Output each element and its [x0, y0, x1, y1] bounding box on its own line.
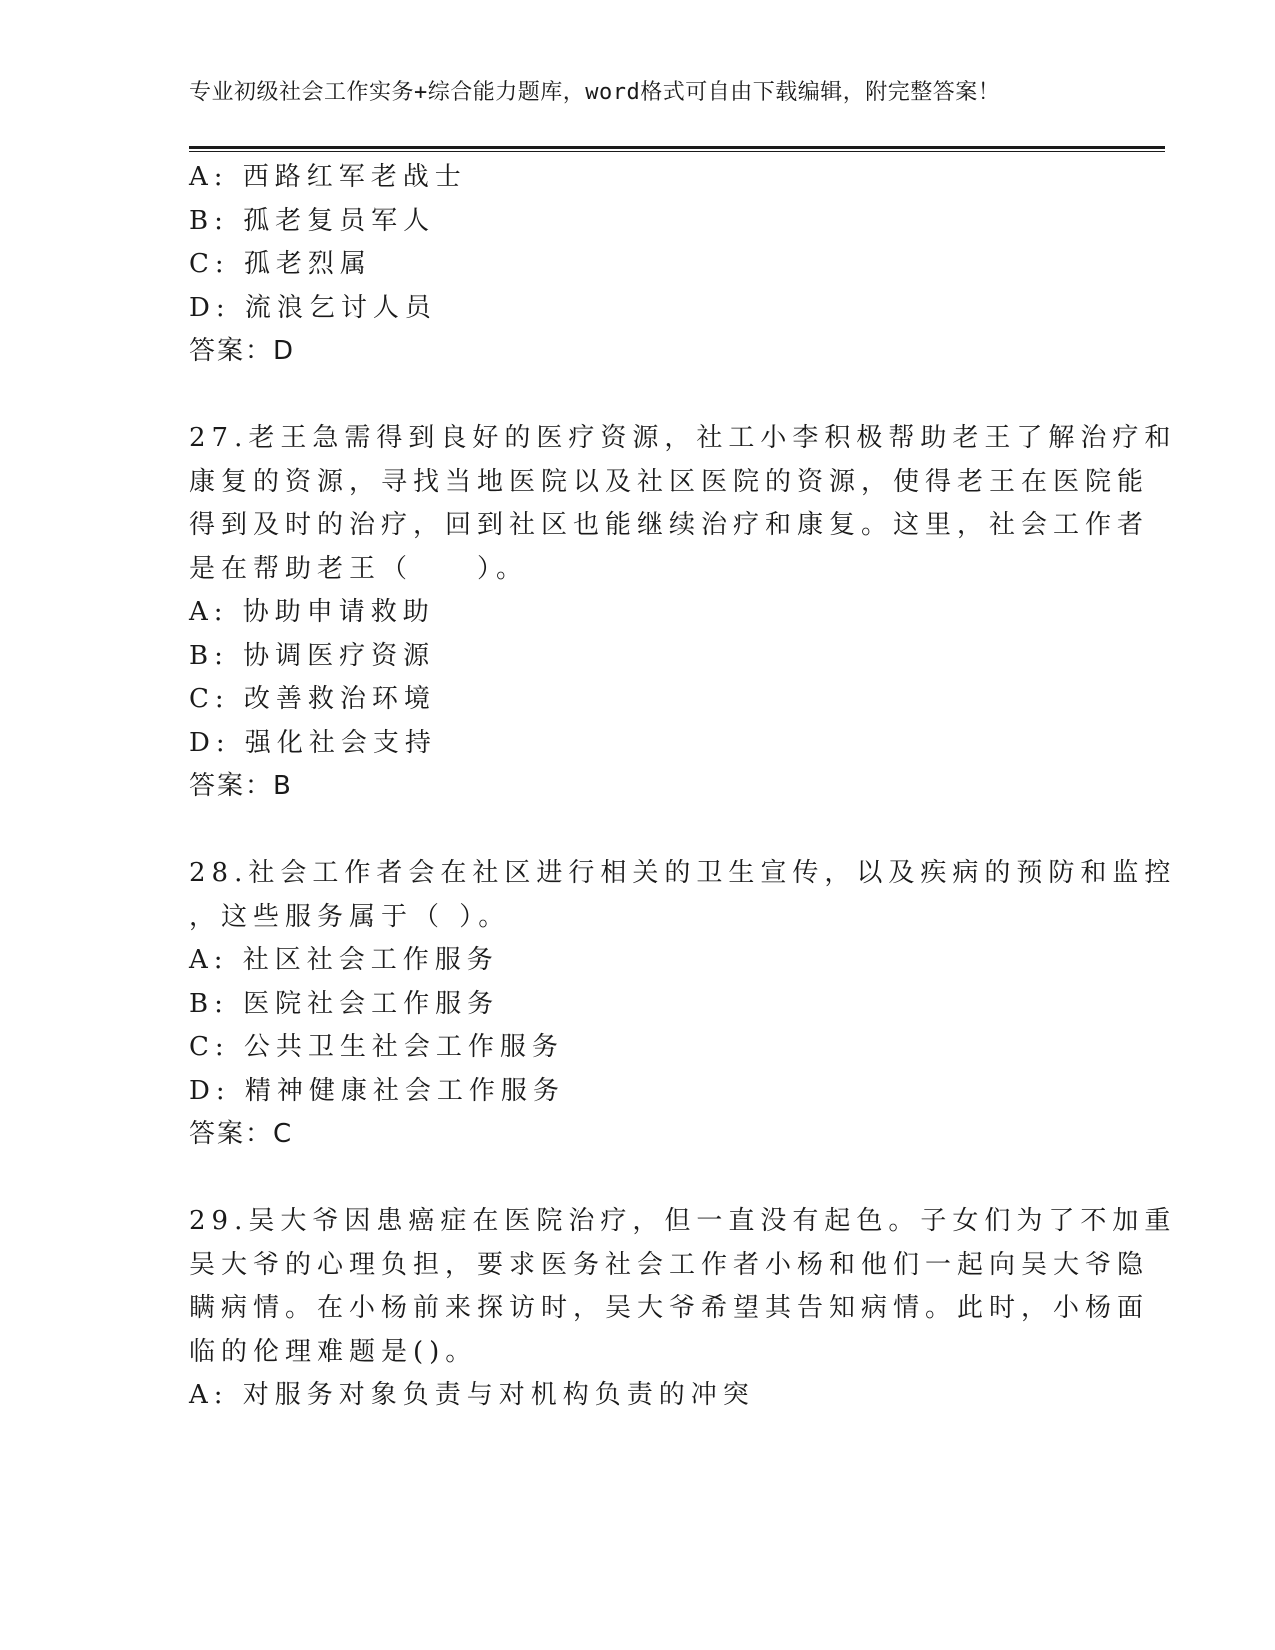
q28-option-c: C: 公共卫生社会工作服务: [189, 1032, 564, 1062]
q28-option-d: D: 精神健康社会工作服务: [189, 1076, 565, 1106]
page-header: 专业初级社会工作实务+综合能力题库，word格式可自由下载编辑，附完整答案！: [189, 80, 1001, 105]
q27-option-a: A: 协助申请救助: [189, 597, 435, 627]
header-rule: [189, 146, 1165, 149]
q27-stem-line-1: 27.老王急需得到良好的医疗资源，社工小李积极帮助老王了解治疗和: [189, 423, 1177, 453]
q27-option-b: B: 协调医疗资源: [189, 641, 436, 671]
q26-option-b: B: 孤老复员军人: [189, 206, 436, 236]
q27-option-c: C: 改善救治环境: [189, 684, 436, 714]
q29-option-a: A: 对服务对象负责与对机构负责的冲突: [189, 1380, 755, 1410]
q29-stem-line-1: 29.吴大爷因患癌症在医院治疗，但一直没有起色。子女们为了不加重: [189, 1206, 1177, 1236]
q27-stem-line-4: 是在帮助老王（ ）。: [189, 554, 529, 584]
q26-option-a: A: 西路红军老战士: [189, 162, 467, 192]
q26-answer: 答案：D: [189, 336, 296, 366]
q26-option-d: D: 流浪乞讨人员: [189, 293, 437, 323]
q26-option-c: C: 孤老烈属: [189, 249, 372, 279]
header-rule-thin: [189, 151, 1165, 152]
q29-stem-line-2: 吴大爷的心理负担，要求医务社会工作者小杨和他们一起向吴大爷隐: [189, 1250, 1150, 1280]
q28-stem-line-2: ，这些服务属于（ ）。: [189, 902, 511, 932]
q27-stem-line-2: 康复的资源，寻找当地医院以及社区医院的资源，使得老王在医院能: [189, 467, 1150, 497]
q27-answer: 答案：B: [189, 771, 293, 801]
q29-stem-line-3: 瞒病情。在小杨前来探访时，吴大爷希望其告知病情。此时，小杨面: [189, 1293, 1150, 1323]
q28-stem-line-1: 28.社会工作者会在社区进行相关的卫生宣传，以及疾病的预防和监控: [189, 858, 1177, 888]
q27-option-d: D: 强化社会支持: [189, 728, 437, 758]
q29-stem-line-4: 临的伦理难题是()。: [189, 1337, 478, 1367]
q28-option-a: A: 社区社会工作服务: [189, 945, 499, 975]
q27-stem-line-3: 得到及时的治疗，回到社区也能继续治疗和康复。这里，社会工作者: [189, 510, 1150, 540]
q28-option-b: B: 医院社会工作服务: [189, 989, 500, 1019]
q28-answer: 答案：C: [189, 1119, 294, 1149]
